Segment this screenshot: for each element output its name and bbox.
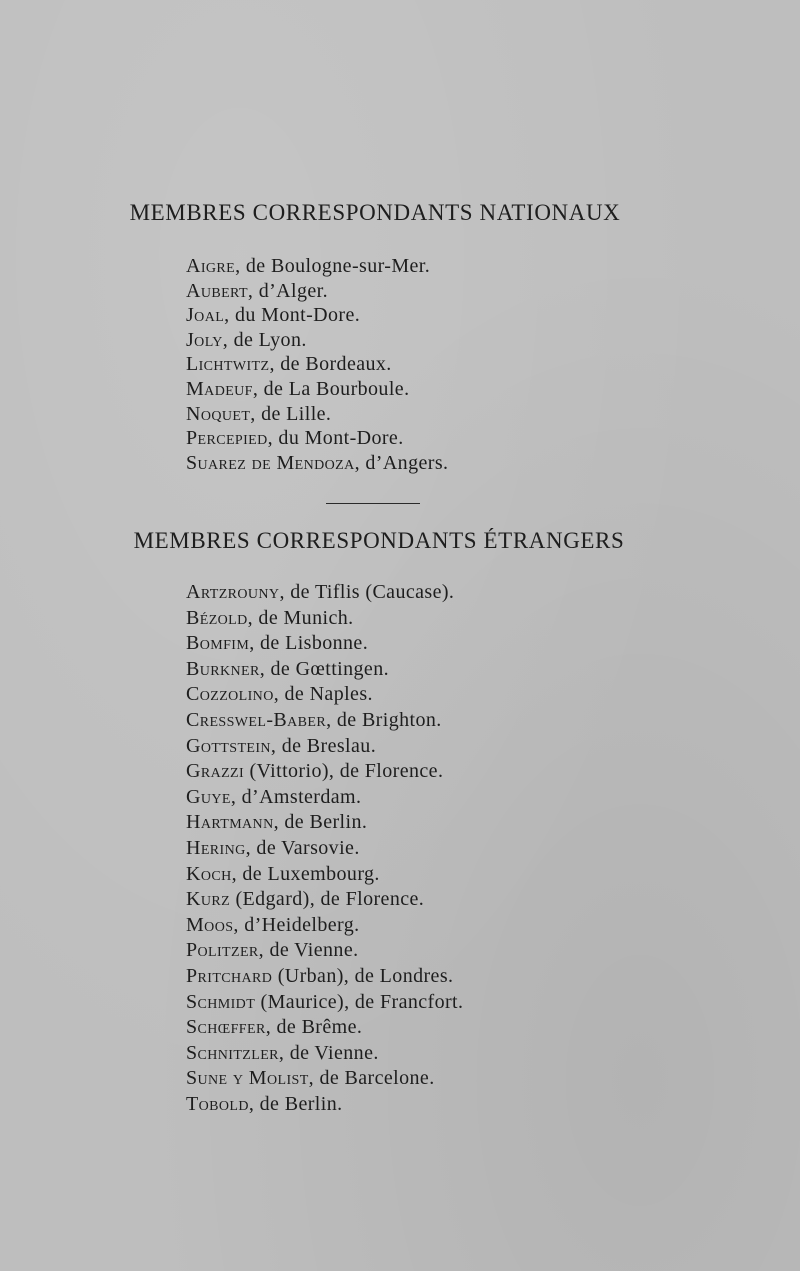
member-city: (Urban), de Londres. <box>272 964 454 987</box>
member-city: , de Bordeaux. <box>269 353 392 376</box>
member-name: Schnitzler <box>186 1041 279 1064</box>
member-name: Cresswel-Baber <box>186 708 327 731</box>
member-name: Burkner <box>186 657 260 680</box>
member-name: Pritchard <box>186 964 273 987</box>
member-entry <box>186 402 448 427</box>
member-city: , d’Amsterdam. <box>230 785 362 808</box>
member-entry <box>186 377 448 402</box>
member-name: Tobold <box>186 1092 249 1115</box>
member-name: Kurz <box>186 888 231 911</box>
member-name: Gottstein <box>186 734 271 757</box>
member-name: Joly <box>186 328 223 351</box>
member-entry <box>186 631 463 657</box>
member-city: (Vittorio), de Florence. <box>244 760 444 783</box>
member-name: Politzer <box>186 939 259 962</box>
member-entry <box>186 887 463 913</box>
member-city: , d’Angers. <box>354 451 449 474</box>
member-entry <box>186 279 448 304</box>
member-name: Aigre <box>186 255 236 277</box>
member-city: , de Luxembourg. <box>231 862 380 885</box>
member-entry <box>186 426 448 451</box>
member-entry <box>186 938 463 964</box>
member-entry <box>186 606 463 632</box>
member-name: Cozzolino <box>186 683 274 706</box>
member-entry <box>186 580 463 606</box>
member-list-nationaux <box>186 254 448 475</box>
member-city: , de Varsovie. <box>245 836 360 859</box>
member-name: Grazzi <box>186 760 245 783</box>
member-name: Artzrouny <box>186 581 280 603</box>
member-entry <box>186 328 448 353</box>
member-city: , de Tiflis (Caucase). <box>279 581 455 603</box>
member-city: , de Brighton. <box>326 708 442 731</box>
member-name: Aubert <box>186 279 248 302</box>
member-city: , de Brême. <box>265 1016 363 1039</box>
member-name: Noquet <box>186 402 251 425</box>
member-entry <box>186 1066 463 1092</box>
member-city: , de Breslau. <box>270 734 377 757</box>
member-city: (Edgard), de Florence. <box>230 888 425 911</box>
member-city: , de Munich. <box>247 606 354 629</box>
member-city: (Maurice), de Francfort. <box>255 990 464 1013</box>
member-city: , de La Bourboule. <box>252 377 410 400</box>
member-city: , de Naples. <box>273 683 373 706</box>
member-name: Schmidt <box>186 990 256 1013</box>
member-entry <box>186 810 463 836</box>
member-entry <box>186 254 448 279</box>
section-title-nationaux: MEMBRES CORRESPONDANTS NATIONAUX <box>129 200 621 225</box>
member-entry <box>186 1092 463 1118</box>
member-city: , d’Alger. <box>247 279 328 302</box>
member-name: Madeuf <box>186 377 253 400</box>
member-entry <box>186 990 463 1016</box>
member-name: Percepied <box>186 427 268 450</box>
member-name: Hartmann <box>186 811 274 834</box>
member-name: Bomfim <box>186 632 250 655</box>
member-name: Sune y Molist <box>186 1067 309 1090</box>
member-name: Suarez de Mendoza <box>186 451 355 474</box>
member-city: , de Lyon. <box>222 328 307 351</box>
member-city: , d’Heidelberg. <box>233 913 360 936</box>
member-city: , de Berlin. <box>248 1092 343 1115</box>
member-entry <box>186 451 448 476</box>
member-city: , du Mont-Dore. <box>267 427 404 450</box>
member-entry <box>186 1015 463 1041</box>
member-city: , de Gœttingen. <box>259 657 390 680</box>
member-entry <box>186 657 463 683</box>
member-name: Schœffer <box>186 1016 266 1039</box>
member-entry <box>186 682 463 708</box>
section-title-etrangers: MEMBRES CORRESPONDANTS ÉTRANGERS <box>133 528 625 553</box>
member-city: , de Vienne. <box>278 1041 379 1064</box>
member-city: , de Lisbonne. <box>249 632 369 655</box>
member-name: Lichtwitz <box>186 353 270 376</box>
member-city: , de Berlin. <box>273 811 368 834</box>
member-city: , du Mont-Dore. <box>224 304 361 327</box>
member-city: , de Barcelone. <box>308 1067 435 1090</box>
member-name: Moos <box>186 913 234 936</box>
member-entry <box>186 1041 463 1067</box>
member-name: Joal <box>186 304 225 327</box>
member-entry <box>186 759 463 785</box>
member-name: Guye <box>186 785 231 808</box>
member-name: Hering <box>186 836 246 859</box>
member-city: , de Boulogne-sur-Mer. <box>235 255 431 277</box>
member-entry <box>186 913 463 939</box>
member-list-etrangers <box>186 580 463 1117</box>
member-entry <box>186 862 463 888</box>
member-city: , de Vienne. <box>258 939 359 962</box>
member-entry <box>186 785 463 811</box>
member-name: Koch <box>186 862 232 885</box>
section-divider <box>326 503 420 504</box>
member-entry <box>186 734 463 760</box>
member-entry <box>186 352 448 377</box>
member-entry <box>186 836 463 862</box>
member-entry <box>186 964 463 990</box>
member-entry <box>186 303 448 328</box>
member-city: , de Lille. <box>250 402 332 425</box>
member-name: Bézold <box>186 606 248 629</box>
member-entry <box>186 708 463 734</box>
